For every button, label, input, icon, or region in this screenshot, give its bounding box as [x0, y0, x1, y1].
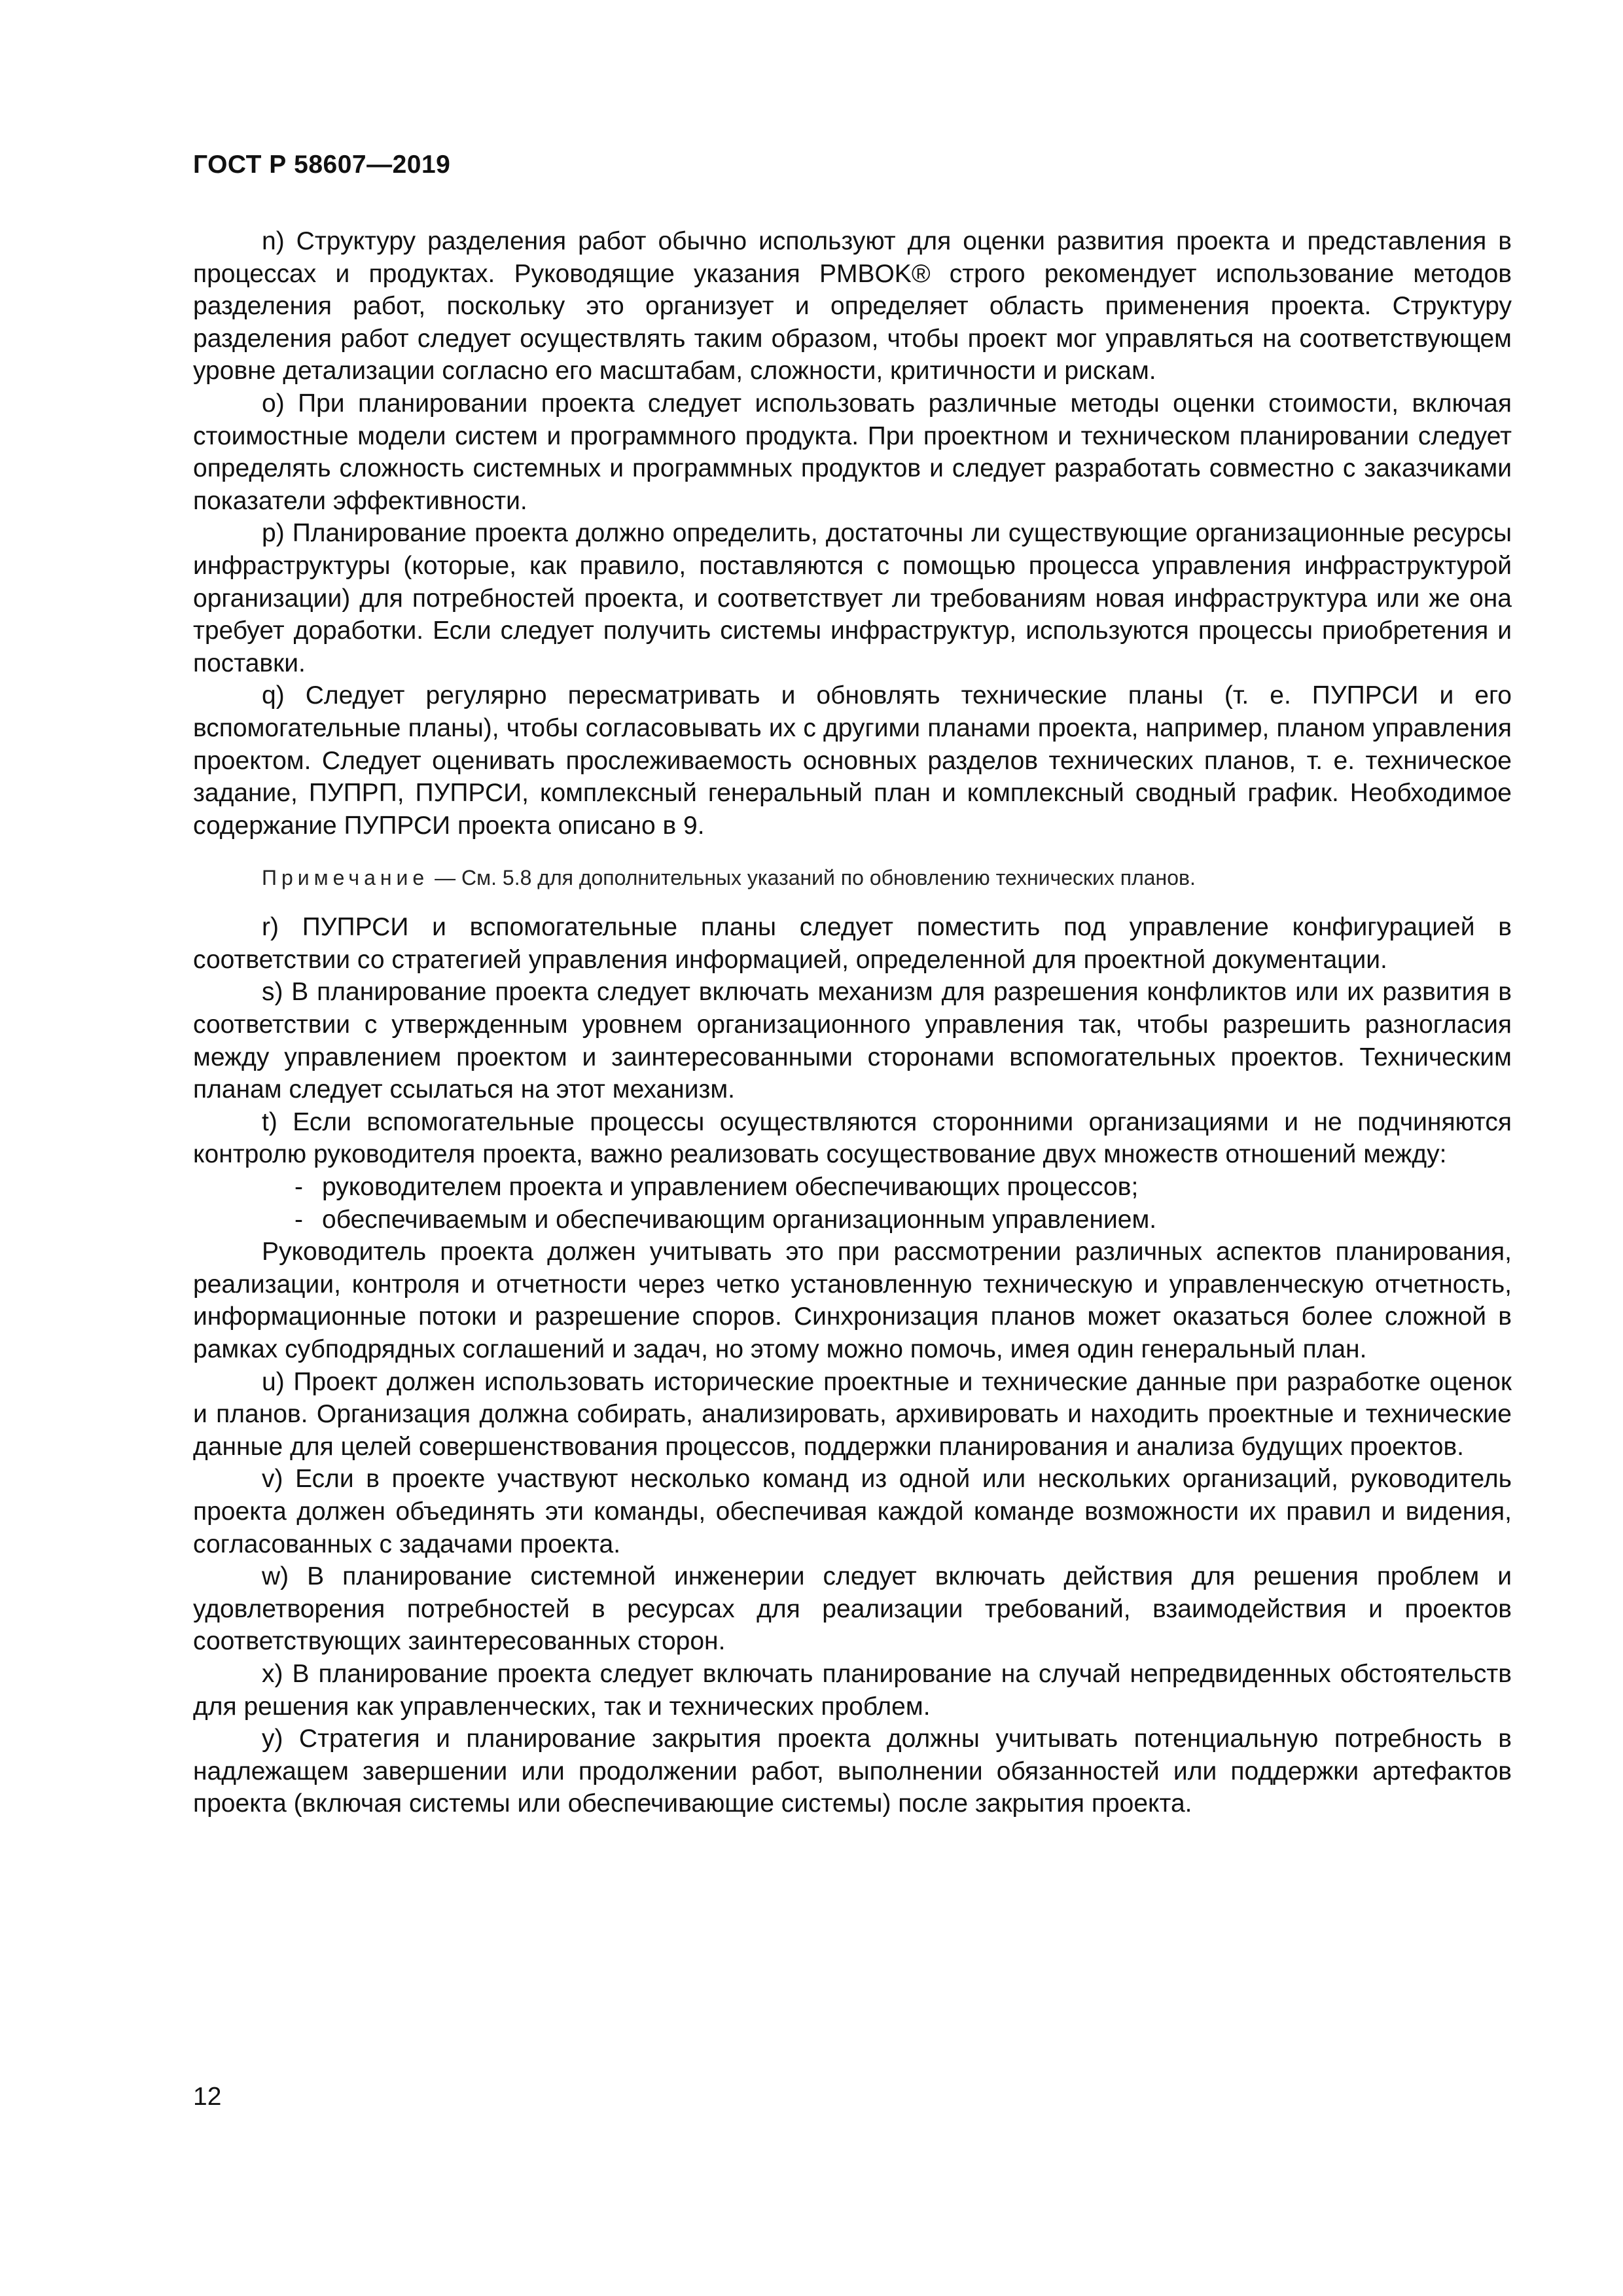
paragraph-n: n) Структуру разделения работ обычно используют для оценки развития проекта и представления в процессах и продуктах. Руководящие указания PMBOK® строго рекомендует использование методов разделения работ, поскольку это организует и определяет область применения проекта. Структуру разделения работ следует осуществлять таким образом, чтобы проект мог управляться на соответствующем уровне детализации согласно его масштабам, сложности, критичности и рискам. — [193, 227, 1512, 386]
document-body — [193, 225, 1512, 1820]
list-marker: - — [294, 1173, 303, 1202]
paragraph-q: q) Следует регулярно пересматривать и обновлять технические планы (т. е. ПУПРСИ и его вспомогательные планы), чтобы согласовывать их с другими планами проекта, например, планом управления проектом. Следует оценивать прослеживаемость основных разделов технических планов, т. е. техническое задание, ПУПРП, ПУПРСИ, комплексный генеральный план и комплексный сводный график. Необходимое содержание ПУПРСИ проекта описано в 9. — [193, 681, 1512, 840]
paragraph-r: r) ПУПРСИ и вспомогательные планы следует поместить под управление конфигурацией в соответствии со стратегией управления информацией, определенной для проектной документации. — [193, 913, 1512, 974]
paragraph-s: s) В планирование проекта следует включать механизм для разрешения конфликтов или их развития в соответствии с утвержденным уровнем организационного управления так, чтобы разрешить разногласия между управлением проектом и заинтересованными сторонами вспомогательных проектов. Техническим планам следует ссылаться на этот механизм. — [193, 978, 1512, 1104]
paragraph-y: y) Стратегия и планирование закрытия проекта должны учитывать потенциальную потребность в надлежащем завершении или продолжении работ, выполнении обязанностей или поддержки артефактов проекта (включая системы или обеспечивающие системы) после закрытия проекта. — [193, 1725, 1512, 1818]
list-item-text: руководителем проекта и управлением обеспечивающих процессов; — [322, 1173, 1139, 1202]
list-item — [193, 1204, 1512, 1236]
paragraph-o: o) При планировании проекта следует использовать различные методы оценки стоимости, включая стоимостные модели систем и программного продукта. При проектном и техническом планировании следует определять сложность системных и программных продуктов и следует разработать совместно с заказчиками показатели эффективности. — [193, 389, 1512, 515]
note-text: — См. 5.8 для дополнительных указаний по обновлению технических планов. — [429, 866, 1196, 890]
note-label: Примечание — [262, 866, 429, 890]
page-number: 12 — [193, 2083, 222, 2111]
paragraph-p: p) Планирование проекта должно определить, достаточны ли существующие организационные ресурсы инфраструктуры (которые, как правило, поставляются с помощью процесса управления инфраструктурой организации) для потребностей проекта, и соответствует ли требованиям новая инфраструктура или же она требует доработки. Если следует получить системы инфраструктур, используются процессы приобретения и поставки. — [193, 519, 1512, 677]
list-marker: - — [294, 1205, 303, 1234]
paragraph-manager: Руководитель проекта должен учитывать это при рассмотрении различных аспектов планирования, реализации, контроля и отчетности через четко установленную техническую и управленческую отчетность, информационные потоки и разрешение споров. Синхронизация планов может оказаться более сложной в рамках субподрядных соглашений и задач, но этому можно помочь, имея один генеральный план. — [193, 1238, 1512, 1363]
paragraph-v: v) Если в проекте участвуют несколько команд из одной или нескольких организаций, руководитель проекта должен объединять эти команды, обеспечивая каждой команде возможности их правил и видения, согласованных с задачами проекта. — [193, 1465, 1512, 1558]
note — [193, 864, 1512, 891]
relations-list — [193, 1171, 1512, 1236]
list-item-text: обеспечиваемым и обеспечивающим организационным управлением. — [322, 1205, 1157, 1234]
document-header: ГОСТ Р 58607—2019 — [193, 151, 451, 179]
list-item — [193, 1171, 1512, 1204]
paragraph-u: u) Проект должен использовать исторические проектные и технические данные при разработке оценок и планов. Организация должна собирать, анализировать, архивировать и находить проектные и технические данные для целей совершенствования процессов, поддержки планирования и анализа будущих проектов. — [193, 1367, 1512, 1461]
paragraph-w: w) В планирование системной инженерии следует включать действия для решения проблем и удовлетворения потребностей в ресурсах для реализации требований, взаимодействия и проектов соответствующих заинтересованных сторон. — [193, 1562, 1512, 1656]
paragraph-x: x) В планирование проекта следует включать планирование на случай непредвиденных обстоятельств для решения как управленческих, так и технических проблем. — [193, 1659, 1512, 1721]
paragraph-t: t) Если вспомогательные процессы осуществляются сторонними организациями и не подчиняются контролю руководителя проекта, важно реализовать сосуществование двух множеств отношений между: — [193, 1107, 1512, 1169]
